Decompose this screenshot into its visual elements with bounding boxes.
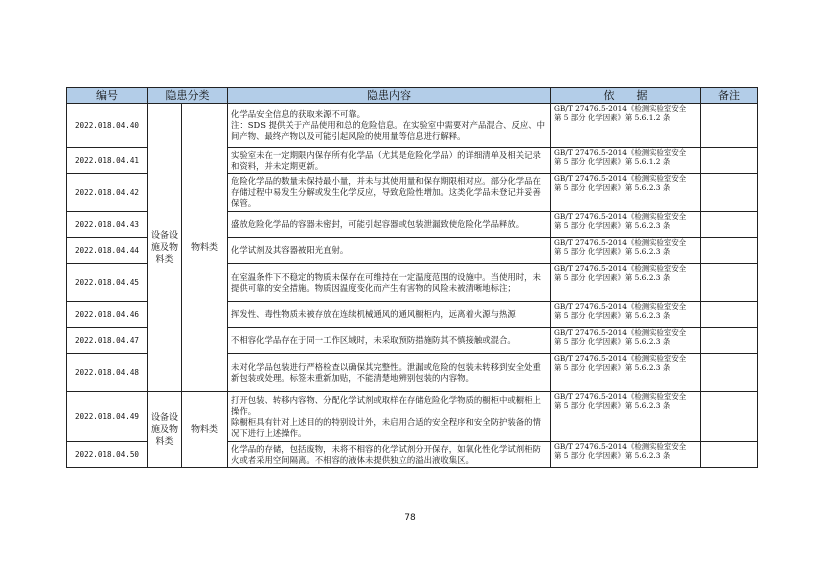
row-id: 2022.018.04.45 (67, 264, 148, 302)
row-basis: GB/T 27476.5-2014《检测实验室安全 第 5 部分 化学因素》第 5.6.2.3 条 (551, 392, 701, 442)
table-row (67, 392, 758, 442)
row-content: 不相容化学品存在于同一工作区域时，未采取预防措施防其不慎接触或混合。 (228, 328, 551, 354)
row-id: 2022.018.04.42 (67, 174, 148, 212)
row-id: 2022.018.04.46 (67, 302, 148, 328)
row-content: 挥发性、毒性物质未被存放在连续机械通风的通风橱柜内，远离着火源与热源 (228, 302, 551, 328)
row-note (701, 442, 758, 468)
row-note (701, 392, 758, 442)
row-basis: GB/T 27476.5-2014《检测实验室安全 第 5 部分 化学因素》第 5.6.2.3 条 (551, 354, 701, 392)
row-basis: GB/T 27476.5-2014《检测实验室安全 第 5 部分 化学因素》第 5.6.2.3 条 (551, 264, 701, 302)
header-note: 备注 (701, 88, 758, 104)
header-content: 隐患内容 (228, 88, 551, 104)
hazard-table (66, 87, 758, 468)
row-id: 2022.018.04.41 (67, 148, 148, 174)
row-content: 在室温条件下不稳定的物质未保存在可维持在一定温度范围的设施中。当使用时，未提供可靠的安全措施。物质因温度变化而产生有害物的风险未被清晰地标注； (228, 264, 551, 302)
row-basis: GB/T 27476.5-2014《检测实验室安全 第 5 部分 化学因素》第 5.6.2.3 条 (551, 302, 701, 328)
row-content: 打开包装、转移内容物、分配化学试剂或取样在存储危险化学物质的橱柜中或橱柜上操作。 除橱柜具有针对上述目的的特别设计外，未启用合适的安全程序和安全防护装备的情况下进行上述操作。 (228, 392, 551, 442)
row-content: 实验室未在一定期限内保存所有化学品（尤其是危险化学品）的详细清单及相关记录和资料，并未定期更新。 (228, 148, 551, 174)
category-cell: 设备设施及物料类 (148, 392, 182, 468)
row-note (701, 104, 758, 148)
header-row (67, 88, 758, 104)
row-id: 2022.018.04.49 (67, 392, 148, 442)
row-content: 盛放危险化学品的容器未密封，可能引起容器或包装泄漏致使危险化学品释放。 (228, 212, 551, 238)
row-content: 危险化学品的数量未保持最小量，并未与其使用量和保存期限相对应。部分化学品在存储过程中易发生分解或发生化学反应，导致危险性增加。这类化学品未登记并妥善保管。 (228, 174, 551, 212)
row-basis: GB/T 27476.5-2014《检测实验室安全 第 5 部分 化学因素》第 5.6.2.3 条 (551, 174, 701, 212)
table-body (67, 104, 758, 468)
category-cell: 设备设施及物料类 (148, 104, 182, 392)
row-note (701, 238, 758, 264)
subcategory-cell: 物料类 (182, 392, 228, 468)
row-basis: GB/T 27476.5-2014《检测实验室安全 第 5 部分 化学因素》第 5.6.2.3 条 (551, 212, 701, 238)
table-row (67, 104, 758, 148)
table-header (67, 88, 758, 104)
header-basis: 依 据 (551, 88, 701, 104)
subcategory-cell: 物料类 (182, 104, 228, 392)
page-number: 78 (404, 513, 416, 523)
row-content: 化学试剂及其容器被阳光直射。 (228, 238, 551, 264)
row-id: 2022.018.04.44 (67, 238, 148, 264)
row-id: 2022.018.04.50 (67, 442, 148, 468)
row-note (701, 264, 758, 302)
row-note (701, 212, 758, 238)
row-id: 2022.018.04.43 (67, 212, 148, 238)
header-category: 隐患分类 (148, 88, 228, 104)
row-id: 2022.018.04.40 (67, 104, 148, 148)
header-id: 编号 (67, 88, 148, 104)
row-basis: GB/T 27476.5-2014《检测实验室安全 第 5 部分 化学因素》第 5.6.2.3 条 (551, 328, 701, 354)
row-id: 2022.018.04.47 (67, 328, 148, 354)
row-content: 未对化学品包装进行严格检查以确保其完整性。泄漏或危险的包装未转移到安全处重新包装或处理。标签未重新加贴，不能清楚地辨别包装的内容物。 (228, 354, 551, 392)
row-note (701, 354, 758, 392)
row-basis: GB/T 27476.5-2014《检测实验室安全 第 5 部分 化学因素》第 5.6.1.2 条 (551, 104, 701, 148)
row-basis: GB/T 27476.5-2014《检测实验室安全 第 5 部分 化学因素》第 5.6.2.3 条 (551, 442, 701, 468)
row-basis: GB/T 27476.5-2014《检测实验室安全 第 5 部分 化学因素》第 5.6.1.2 条 (551, 148, 701, 174)
row-note (701, 328, 758, 354)
row-content: 化学品的存储，包括废物，未将不相容的化学试剂分开保存，如氧化性化学试剂柜防火或者采用空间隔离。不相容的液体未提供独立的溢出液收集区。 (228, 442, 551, 468)
row-id: 2022.018.04.48 (67, 354, 148, 392)
row-note (701, 174, 758, 212)
row-content: 化学品安全信息的获取来源不可靠。 注：SDS 提供关于产品使用和总的危险信息。在实验室中需要对产品混合、反应、中间产物、最终产物以及可能引起风险的使用量等信息进行解释。 (228, 104, 551, 148)
row-note (701, 302, 758, 328)
row-basis: GB/T 27476.5-2014《检测实验室安全 第 5 部分 化学因素》第 5.6.2.3 条 (551, 238, 701, 264)
row-note (701, 148, 758, 174)
